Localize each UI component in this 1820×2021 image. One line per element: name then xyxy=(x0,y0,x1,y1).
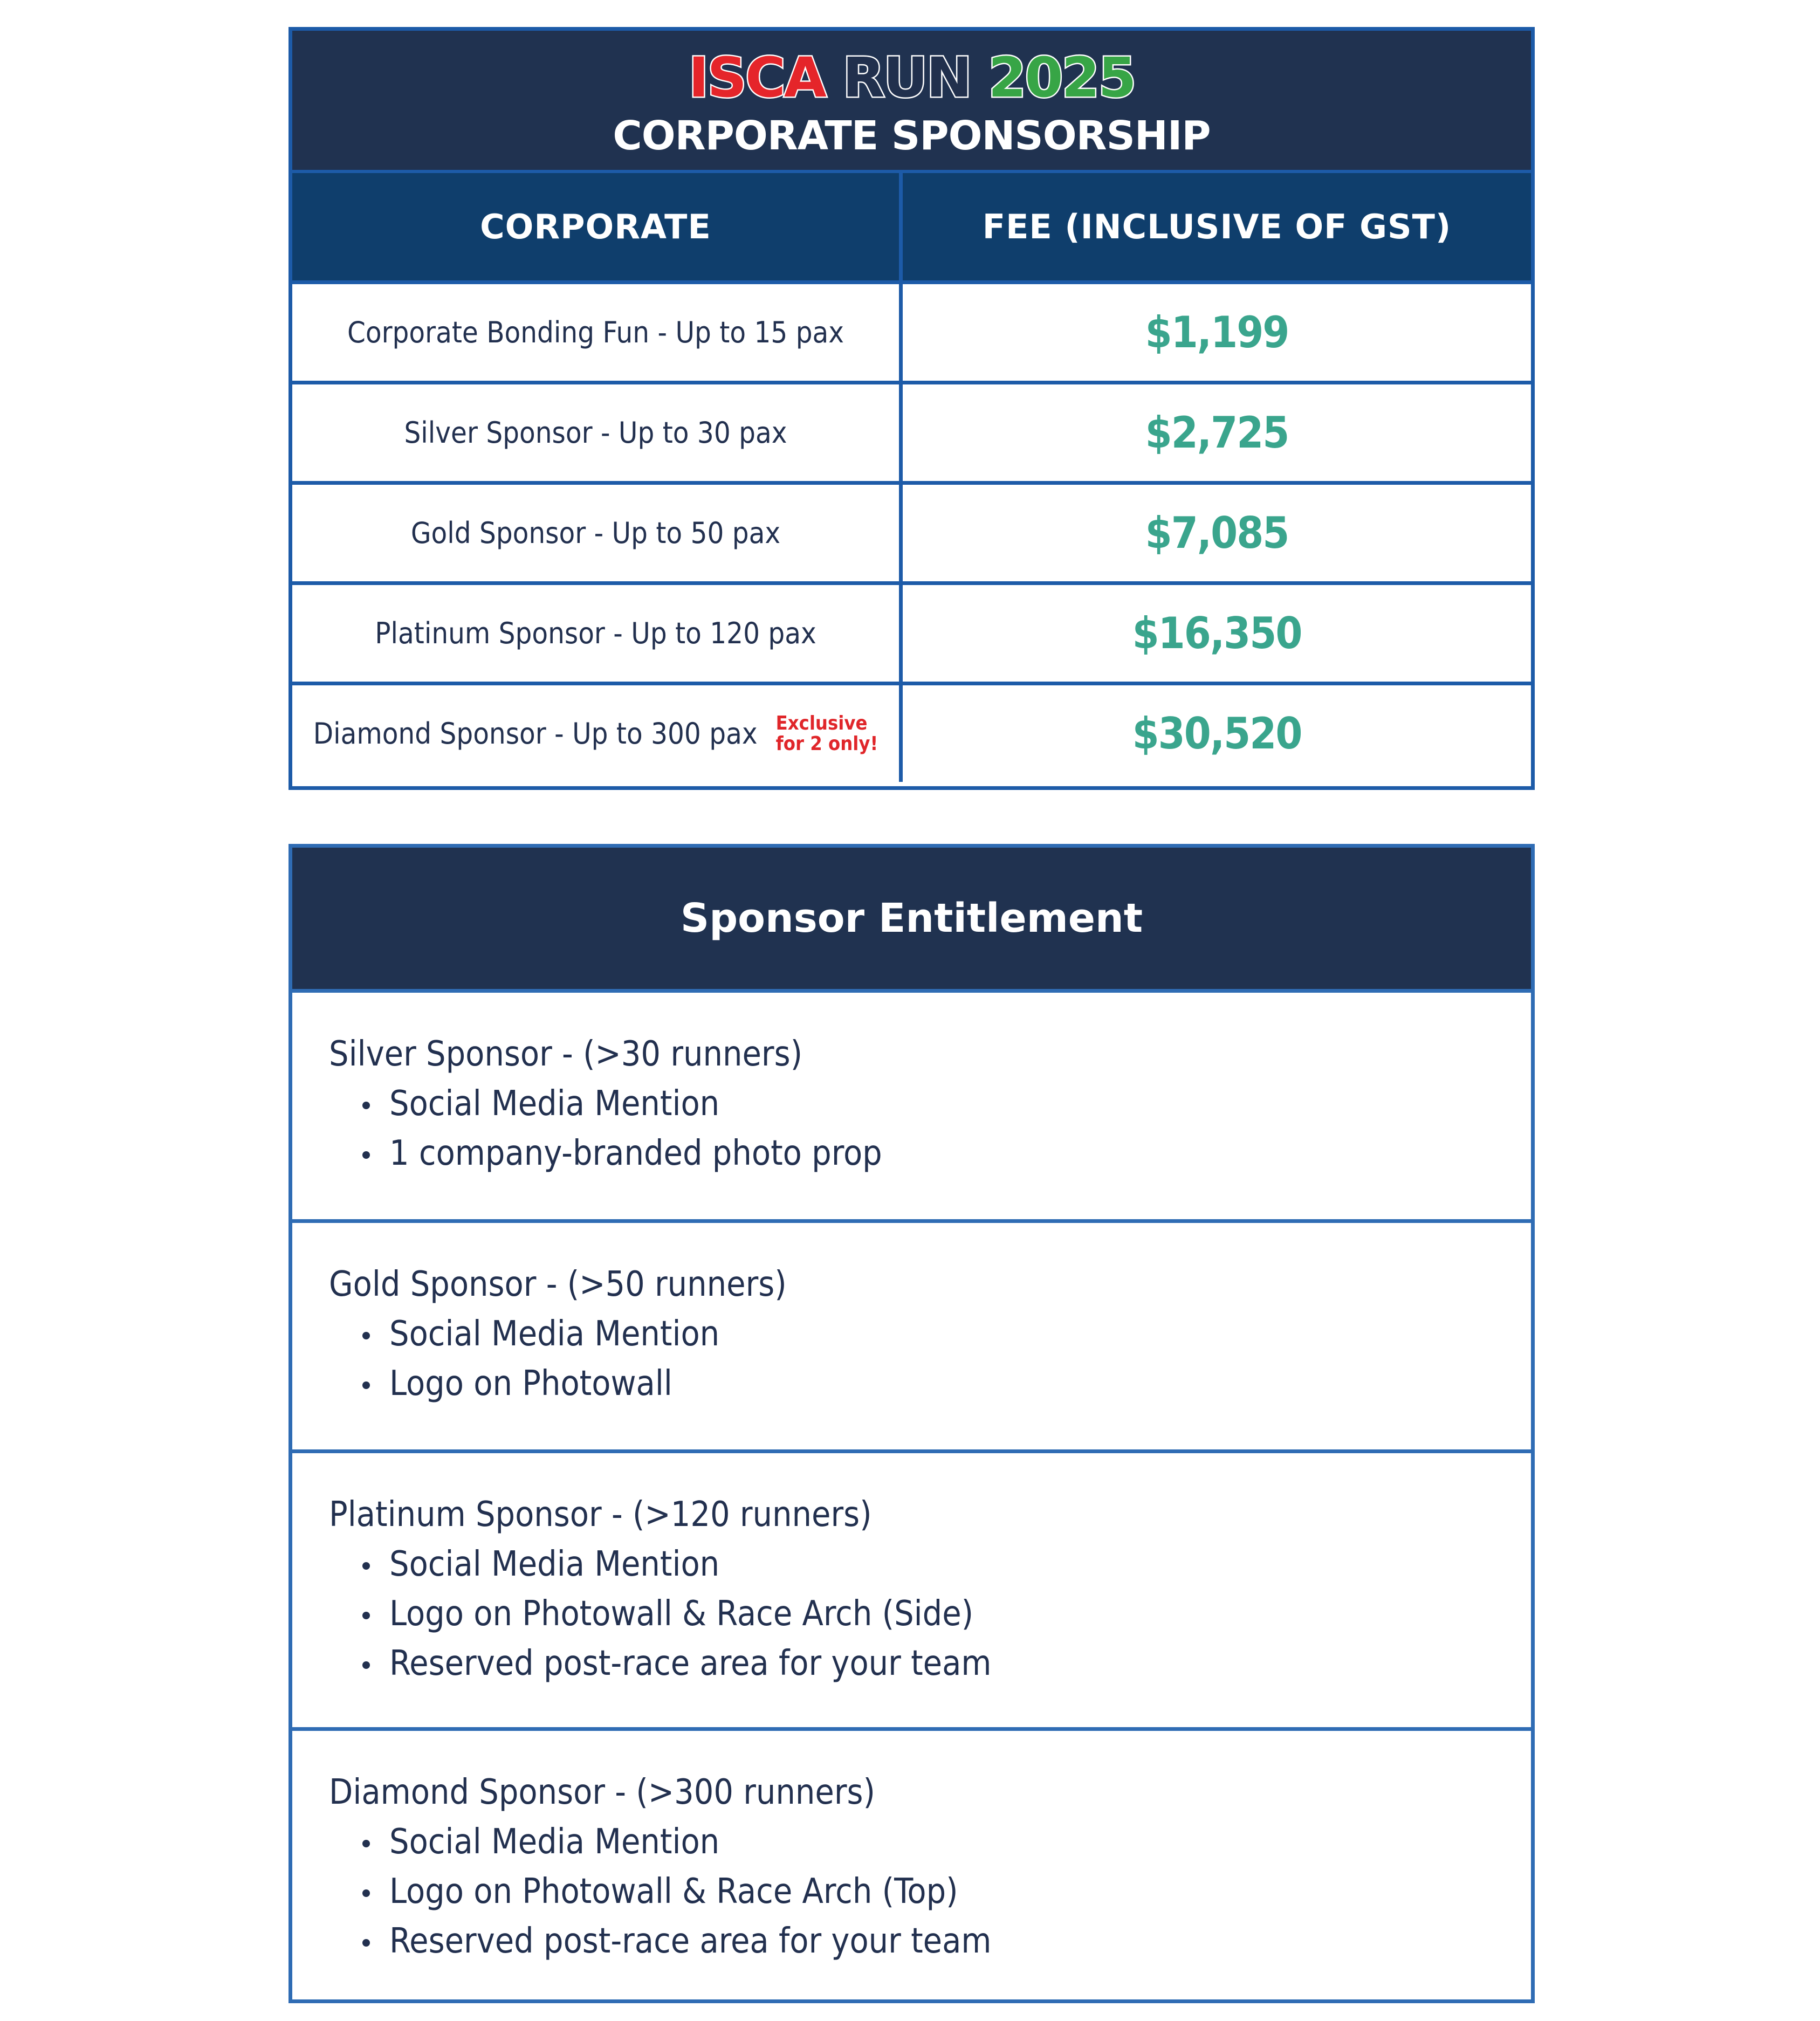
tier-benefits xyxy=(329,1309,1531,1408)
list-item: Logo on Photowall & Race Arch (Side) xyxy=(389,1589,1531,1639)
title-part-year: 2025 xyxy=(988,46,1135,110)
package-fee: $30,520 xyxy=(899,685,1531,782)
title-part-run: RUN xyxy=(842,46,971,110)
title-part-isca: ISCA xyxy=(688,46,825,110)
list-item: 1 company-branded photo prop xyxy=(389,1129,1531,1178)
tier-benefits xyxy=(329,1539,1531,1688)
pricing-column-headers xyxy=(292,170,1531,280)
package-name-with-note xyxy=(292,685,899,782)
table-row xyxy=(292,481,1531,581)
list-item: Social Media Mention xyxy=(389,1309,1531,1359)
exclusive-note-line1: Exclusive xyxy=(775,712,868,734)
tier-platinum xyxy=(292,1449,1531,1727)
package-name: Corporate Bonding Fun - Up to 15 pax xyxy=(347,315,844,349)
table-row xyxy=(292,682,1531,782)
pricing-header xyxy=(292,31,1531,170)
table-row xyxy=(292,581,1531,682)
tier-title: Gold Sponsor - (>50 runners) xyxy=(329,1264,787,1304)
exclusive-note xyxy=(776,713,878,754)
entitlement-table xyxy=(289,844,1535,2003)
package-fee: $16,350 xyxy=(899,585,1531,682)
column-header-fee: FEE (INCLUSIVE OF GST) xyxy=(899,173,1531,280)
tier-benefits xyxy=(329,1817,1531,1966)
package-name: Platinum Sponsor - Up to 120 pax xyxy=(375,616,816,650)
package-name: Gold Sponsor - Up to 50 pax xyxy=(410,516,781,550)
package-fee: $1,199 xyxy=(899,284,1531,381)
list-item: Logo on Photowall xyxy=(389,1359,1531,1408)
package-fee: $2,725 xyxy=(899,384,1531,481)
exclusive-note-line2: for 2 only! xyxy=(775,732,878,755)
tier-title: Platinum Sponsor - (>120 runners) xyxy=(329,1495,872,1535)
page-subtitle: CORPORATE SPONSORSHIP xyxy=(613,113,1211,159)
column-header-corporate: CORPORATE xyxy=(480,207,711,246)
tier-diamond xyxy=(292,1727,1531,1999)
list-item: Reserved post-race area for your team xyxy=(389,1639,1531,1688)
tier-benefits xyxy=(329,1079,1531,1178)
pricing-table xyxy=(289,27,1535,790)
tier-gold xyxy=(292,1219,1531,1449)
list-item: Social Media Mention xyxy=(389,1817,1531,1867)
entitlement-title: Sponsor Entitlement xyxy=(292,848,1531,989)
list-item: Social Media Mention xyxy=(389,1079,1531,1129)
tier-silver xyxy=(292,989,1531,1219)
list-item: Logo on Photowall & Race Arch (Top) xyxy=(389,1867,1531,1916)
list-item: Reserved post-race area for your team xyxy=(389,1916,1531,1966)
tier-title: Diamond Sponsor - (>300 runners) xyxy=(329,1772,875,1812)
event-title-logo xyxy=(292,46,1531,111)
list-item: Social Media Mention xyxy=(389,1539,1531,1589)
table-row xyxy=(292,381,1531,481)
tier-title: Silver Sponsor - (>30 runners) xyxy=(329,1034,803,1074)
table-row xyxy=(292,280,1531,381)
package-name: Silver Sponsor - Up to 30 pax xyxy=(404,416,787,450)
package-name: Diamond Sponsor - Up to 300 pax xyxy=(313,717,758,751)
package-fee: $7,085 xyxy=(899,485,1531,581)
